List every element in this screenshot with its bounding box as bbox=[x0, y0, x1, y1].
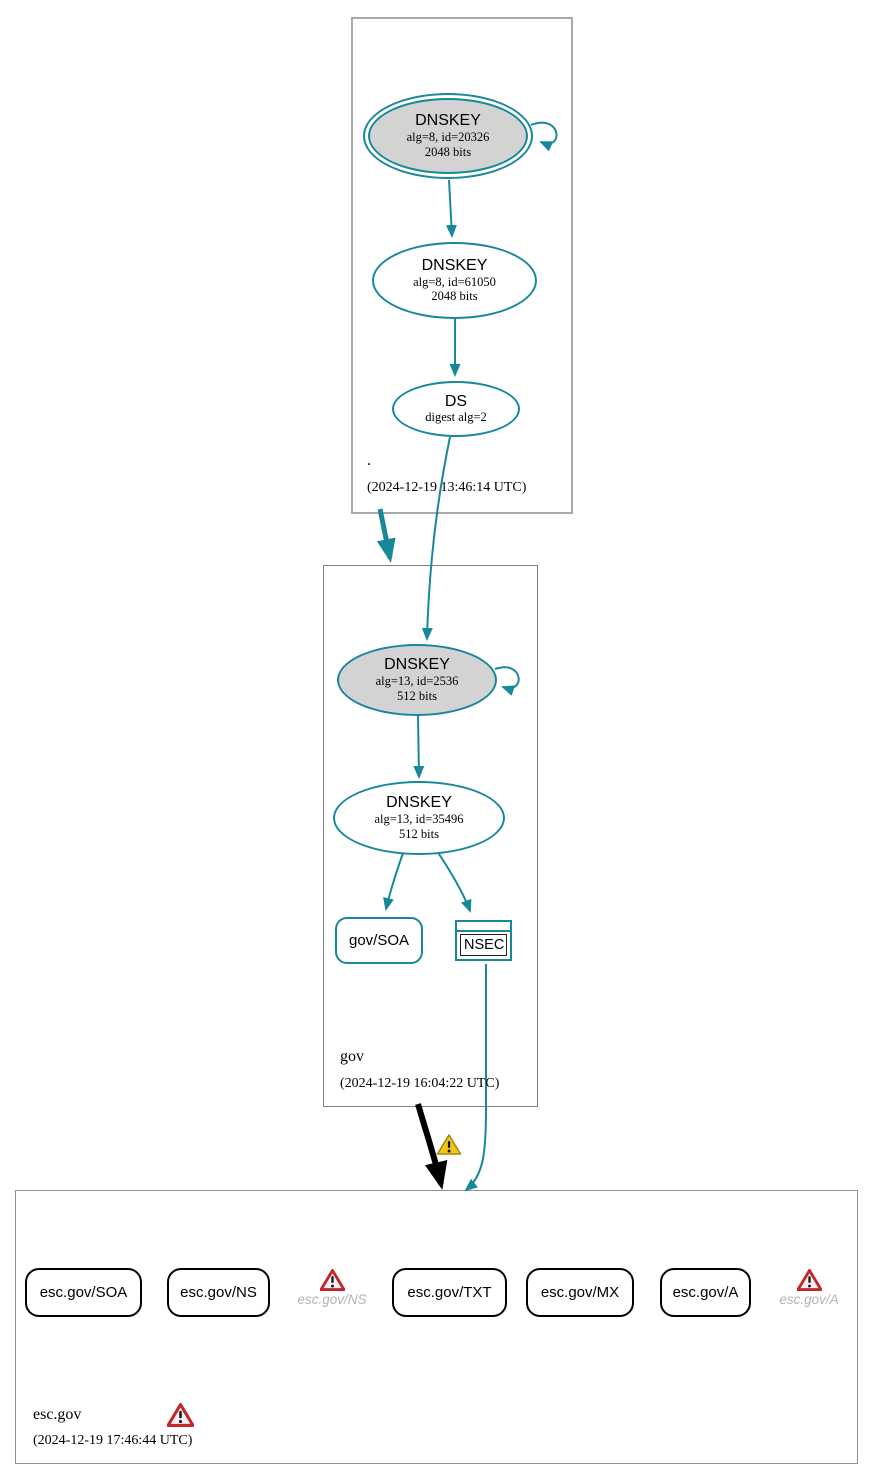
esc-gov-soa-label: esc.gov/SOA bbox=[39, 1284, 128, 1301]
esc-gov-ns-missing-group[interactable] bbox=[293, 1269, 371, 1307]
edge-root-to-gov-delegation bbox=[380, 509, 390, 558]
esc-gov-mx-label: esc.gov/MX bbox=[540, 1284, 620, 1301]
esc-gov-txt-rrset-node[interactable] bbox=[392, 1268, 507, 1317]
esc-gov-ns-error-icon bbox=[320, 1269, 345, 1291]
root-ksk-node-inner bbox=[368, 98, 528, 174]
esc-gov-soa-rrset-node[interactable] bbox=[25, 1268, 142, 1317]
gov-soa-label: gov/SOA bbox=[348, 932, 410, 949]
esc-gov-a-error-icon bbox=[797, 1269, 822, 1291]
esc-gov-ns-rrset-node[interactable] bbox=[167, 1268, 270, 1317]
esc-gov-a-missing-label: esc.gov/A bbox=[779, 1292, 839, 1307]
gov-nsec-label: NSEC bbox=[460, 934, 507, 956]
root-zone-timestamp: (2024-12-19 13:46:14 UTC) bbox=[367, 480, 527, 495]
gov-ksk-detail2: 512 bits bbox=[397, 688, 437, 703]
gov-ksk-node[interactable] bbox=[337, 644, 497, 716]
gov-zsk-node[interactable] bbox=[333, 781, 505, 855]
gov-zsk-type: DNSKEY bbox=[386, 794, 452, 812]
gov-ksk-type: DNSKEY bbox=[384, 656, 450, 674]
gov-zone-label: gov bbox=[340, 1048, 364, 1065]
esc-gov-a-rrset-node[interactable] bbox=[660, 1268, 751, 1317]
root-zsk-detail1: alg=8, id=61050 bbox=[413, 274, 496, 289]
root-ds-node[interactable] bbox=[392, 381, 520, 437]
gov-ksk-detail1: alg=13, id=2536 bbox=[375, 674, 459, 689]
gov-zsk-detail2: 512 bits bbox=[399, 826, 439, 841]
gov-nsec-top-band bbox=[457, 922, 510, 930]
gov-nsec-node[interactable] bbox=[455, 920, 512, 961]
root-ksk-type: DNSKEY bbox=[415, 112, 481, 130]
esc-gov-txt-label: esc.gov/TXT bbox=[407, 1284, 492, 1301]
root-zone-label: . bbox=[367, 452, 371, 469]
delegation-warning-icon[interactable] bbox=[436, 1133, 462, 1156]
esc-gov-a-label: esc.gov/A bbox=[672, 1284, 739, 1301]
root-zsk-type: DNSKEY bbox=[421, 256, 488, 274]
esc-gov-ns-label: esc.gov/NS bbox=[180, 1284, 257, 1301]
root-ksk-detail1: alg=8, id=20326 bbox=[406, 130, 490, 145]
root-ksk-node[interactable] bbox=[363, 93, 533, 179]
root-ds-type: DS bbox=[444, 392, 468, 410]
root-ksk-detail2: 2048 bits bbox=[424, 144, 472, 159]
gov-zone-timestamp: (2024-12-19 16:04:22 UTC) bbox=[340, 1076, 500, 1091]
esc-gov-mx-rrset-node[interactable] bbox=[526, 1268, 634, 1317]
root-ds-detail1: digest alg=2 bbox=[425, 410, 487, 425]
gov-nsec-cell-wrap bbox=[457, 930, 510, 959]
esc-gov-ns-missing-label: esc.gov/NS bbox=[297, 1292, 367, 1307]
root-zsk-node[interactable] bbox=[372, 242, 537, 319]
esc-gov-zone-label: esc.gov bbox=[33, 1406, 82, 1423]
esc-gov-zone-error-icon[interactable] bbox=[167, 1403, 194, 1427]
zone-box-esc-gov bbox=[15, 1190, 858, 1464]
root-zsk-detail2: 2048 bits bbox=[431, 289, 478, 304]
esc-gov-a-missing-group[interactable] bbox=[774, 1269, 844, 1307]
gov-soa-rrset-node[interactable] bbox=[335, 917, 423, 964]
esc-gov-zone-timestamp: (2024-12-19 17:46:44 UTC) bbox=[33, 1433, 193, 1448]
gov-zsk-detail1: alg=13, id=35496 bbox=[374, 812, 464, 827]
